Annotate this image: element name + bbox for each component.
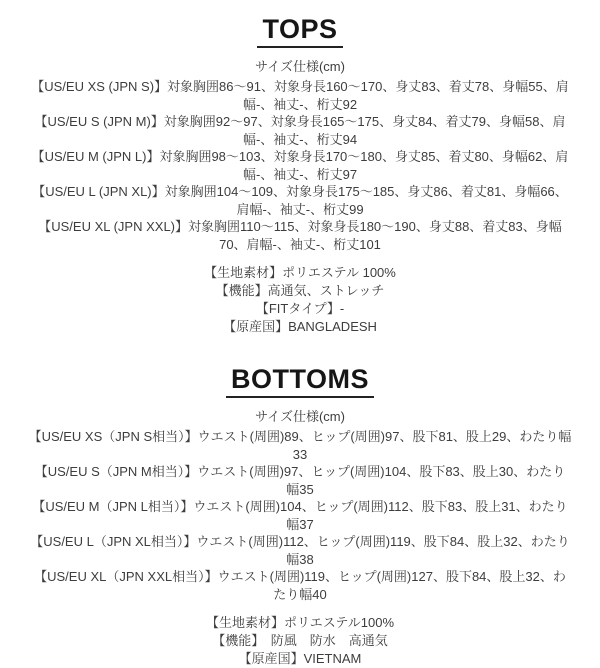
tops-size-row-xl: 【US/EU XL (JPN XXL)】対象胸囲110〜115、対象身長180〜190、身丈88、着丈83、身幅70、肩幅-、袖丈-、桁丈101 — [38, 219, 562, 252]
tops-size-row-m: 【US/EU M (JPN L)】対象胸囲98〜103、対象身長170〜180、身丈85、着丈80、身幅62、肩幅-、袖丈-、桁丈97 — [31, 149, 569, 182]
bottoms-fabric-material: 【生地素材】ポリエステル100% — [205, 615, 395, 630]
tops-size-row-s: 【US/EU S (JPN M)】対象胸囲92〜97、対象身長165〜175、身丈84、着丈79、身幅58、肩幅-、袖丈-、桁丈94 — [34, 114, 566, 147]
bottoms-title: BOTTOMS — [226, 366, 374, 398]
tops-size-row-xs: 【US/EU XS (JPN S)】対象胸囲86〜91、対象身長160〜170、身丈83、着丈78、身幅55、肩幅-、袖丈-、桁丈92 — [31, 79, 569, 112]
bottoms-country-of-origin: 【原産国】VIETNAM — [238, 651, 362, 666]
bottoms-section — [0, 366, 600, 668]
tops-country-of-origin: 【原産国】BANGLADESH — [223, 319, 377, 334]
bottoms-details — [18, 614, 582, 668]
tops-fit-type: 【FITタイプ】- — [255, 301, 345, 316]
tops-size-spec-subtitle: サイズ仕様(cm) — [255, 59, 345, 74]
bottoms-size-spec-subtitle: サイズ仕様(cm) — [255, 409, 345, 424]
tops-title-wrap — [18, 16, 582, 48]
bottoms-size-row-l: 【US/EU L（JPN XL相当）】ウエスト(周囲)112、ヒップ(周囲)119、股下84、股上32、わたり幅38 — [30, 534, 570, 567]
tops-size-row-l: 【US/EU L (JPN XL)】対象胸囲104〜109、対象身長175〜185、身丈86、着丈81、身幅66、肩幅-、袖丈-、桁丈99 — [32, 184, 568, 217]
bottoms-size-row-m: 【US/EU M（JPN L相当）】ウエスト(周囲)104、ヒップ(周囲)112、股下83、股上31、わたり幅37 — [32, 499, 568, 532]
bottoms-function: 【機能】 防風 防水 高通気 — [212, 633, 388, 648]
tops-section — [0, 16, 600, 336]
tops-fabric-material: 【生地素材】ポリエステル 100% — [204, 265, 396, 280]
tops-details — [18, 264, 582, 336]
bottoms-size-row-xs: 【US/EU XS（JPN S相当）】ウエスト(周囲)89、ヒップ(周囲)97、股下81、股上29、わたり幅33 — [28, 429, 572, 462]
tops-title: TOPS — [257, 16, 342, 48]
tops-function: 【機能】高通気、ストレッチ — [215, 283, 385, 298]
bottoms-title-wrap — [18, 366, 582, 398]
bottoms-size-row-xl: 【US/EU XL（JPN XXL相当）】ウエスト(周囲)119、ヒップ(周囲)127、股下84、股上32、わたり幅40 — [34, 569, 566, 602]
bottoms-size-row-s: 【US/EU S（JPN M相当）】ウエスト(周囲)97、ヒップ(周囲)104、股下83、股上30、わたり幅35 — [34, 464, 566, 497]
